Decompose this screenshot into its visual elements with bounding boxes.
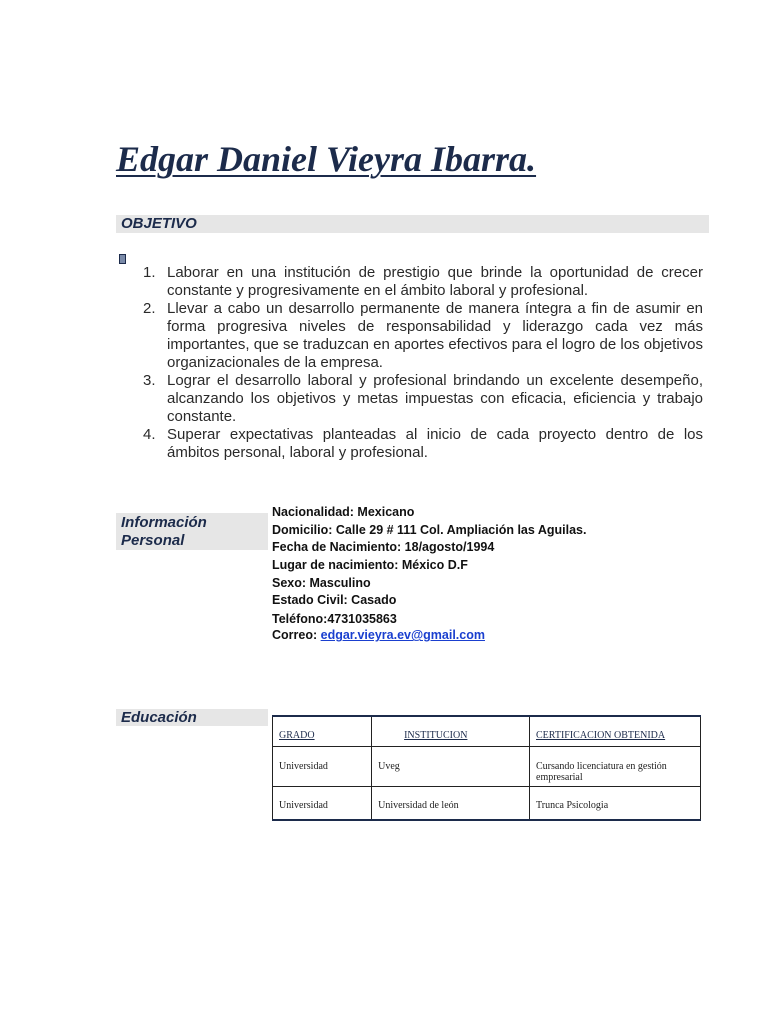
section-label-line2: Personal: [121, 532, 185, 549]
section-educacion: Educación: [116, 709, 268, 726]
list-item: [143, 300, 703, 372]
list-number: 3.: [143, 372, 156, 389]
telefono: Teléfono:4731035863: [272, 612, 397, 627]
sexo: Sexo: Masculino: [272, 575, 371, 590]
section-informacion-personal: [116, 513, 268, 550]
nacionalidad: Nacionalidad: Mexicano: [272, 505, 415, 519]
table-cell: Cursando licenciatura en gestión empresarial: [530, 746, 701, 786]
table-cell: Universidad de león: [372, 786, 530, 820]
table-row: [273, 786, 701, 820]
fecha-nacimiento: Fecha de Nacimiento: 18/agosto/1994: [272, 540, 495, 555]
section-label-line1: Información: [121, 514, 207, 531]
header-grado: GRADO: [273, 716, 372, 746]
lugar-nacimiento: Lugar de nacimiento: México D.F: [272, 558, 468, 573]
list-text: Lograr el desarrollo laboral y profesional brindando un excelente desempeño, alcanzando los objetivos y metas impuestas con eficacia, eficiencia y trabajo constante.: [167, 372, 703, 425]
candidate-name: Edgar Daniel Vieyra Ibarra.: [116, 139, 537, 179]
correo-label: Correo:: [272, 628, 321, 643]
list-item: [143, 372, 703, 426]
personal-info: [272, 504, 712, 642]
list-number: 2.: [143, 300, 156, 317]
education-table: [272, 715, 701, 821]
objetivos-list: [143, 264, 703, 462]
list-text: Llevar a cabo un desarrollo permanente de manera íntegra a fin de asumir en forma progresiva niveles de responsabilidad y liderazgo cada vez más importantes, que se traduzcan en aportes efectivos para el logro de los objetivos organizacionales de la empresa.: [167, 300, 703, 371]
header-institucion: INSTITUCION: [372, 716, 530, 746]
table-cell: Trunca Psicologia: [530, 786, 701, 820]
table-cell: Universidad: [273, 786, 372, 820]
list-item: [143, 426, 703, 462]
list-text: Laborar en una institución de prestigio que brinde la oportunidad de crecer constante y progresivamente en el ámbito laboral y profesional.: [167, 264, 703, 299]
table-header-row: [273, 716, 701, 746]
table-cell: Universidad: [273, 746, 372, 786]
estado-civil: Estado Civil: Casado: [272, 593, 397, 608]
list-item: [143, 264, 703, 300]
table-row: [273, 746, 701, 786]
domicilio: Domicilio: Calle 29 # 111 Col. Ampliación las Aguilas.: [272, 522, 587, 537]
correo-row: [272, 629, 712, 642]
list-text: Superar expectativas planteadas al inicio de cada proyecto dentro de los ámbitos personal, laboral y profesional.: [167, 426, 703, 461]
section-objetivo: OBJETIVO: [116, 215, 709, 233]
square-bullet-icon: [119, 254, 126, 264]
header-certificacion: CERTIFICACION OBTENIDA: [530, 716, 701, 746]
table-cell: Uveg: [372, 746, 530, 786]
email-link[interactable]: edgar.vieyra.ev@gmail.com: [320, 628, 485, 643]
list-number: 4.: [143, 426, 156, 443]
list-number: 1.: [143, 264, 156, 281]
